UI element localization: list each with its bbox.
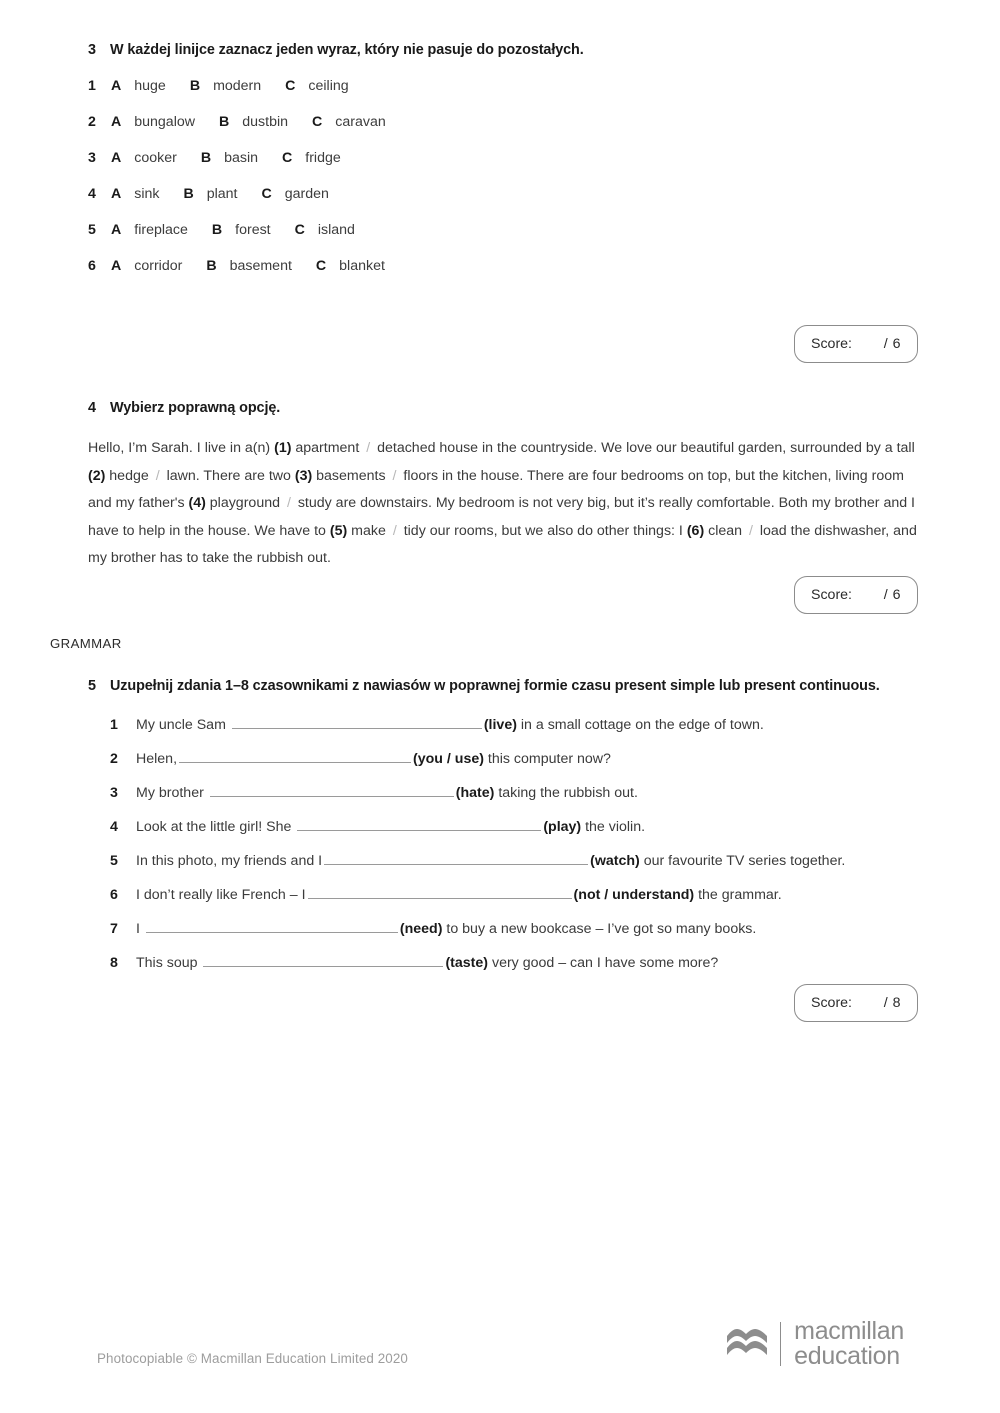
paragraph-text: basements (312, 467, 390, 484)
score-label: Score: (811, 336, 853, 352)
option-letter: A (111, 114, 122, 130)
question-number: 4 (110, 819, 118, 835)
exercise-4-paragraph (88, 435, 918, 573)
gap-fill-row (110, 850, 918, 884)
score-label: Score: (811, 587, 853, 603)
mcq-row (88, 222, 918, 238)
gap-fill-row (110, 816, 918, 850)
option-word: island (317, 222, 355, 238)
exercise-5-item-list (110, 714, 918, 986)
option-word: sink (134, 186, 160, 202)
option-separator: / (286, 495, 291, 511)
mcq-option[interactable] (312, 114, 386, 130)
score-value: / 6 (883, 587, 901, 603)
exercise-3 (88, 42, 918, 274)
exercise-5-heading (88, 678, 918, 694)
sentence-prefix: My uncle Sam (136, 717, 230, 733)
score-box[interactable] (794, 984, 918, 1022)
exercise-5-score-row (0, 984, 918, 1022)
option-letter: C (294, 222, 305, 238)
paragraph-text: detached house in the countryside. We love our beautiful garden, surrounded by a tall (373, 440, 915, 456)
mcq-option[interactable] (219, 114, 288, 130)
option-separator: / (366, 440, 371, 456)
answer-blank[interactable] (232, 714, 482, 729)
sentence-prefix: This soup (136, 955, 202, 971)
paragraph-text: Hello, I’m Sarah. I live in a(n) (88, 440, 275, 456)
mcq-row (88, 150, 918, 166)
question-number: 3 (88, 150, 96, 166)
option-separator: / (392, 522, 397, 539)
gap-fill-row (110, 782, 918, 816)
sentence-suffix: the violin. (581, 819, 646, 835)
mcq-option[interactable] (206, 258, 292, 274)
cloze-marker: (1) (274, 440, 292, 456)
question-number: 6 (110, 887, 118, 903)
gap-fill-row (110, 952, 918, 986)
mcq-option[interactable] (262, 186, 329, 202)
mcq-option[interactable] (111, 258, 182, 274)
logo-line-macmillan: macmillan (794, 1317, 904, 1345)
verb-cue: (hate) (455, 785, 495, 801)
exercise-4-title: Wybierz poprawną opcję. (110, 400, 281, 416)
question-number: 7 (110, 921, 118, 937)
sentence-suffix: this computer now? (483, 751, 611, 767)
option-letter: A (111, 186, 122, 202)
verb-cue: (watch) (590, 853, 640, 869)
mcq-option[interactable] (190, 78, 261, 94)
logo-divider (780, 1322, 782, 1366)
cloze-marker: (6) (686, 522, 705, 539)
mcq-option[interactable] (285, 78, 348, 94)
option-word: cooker (134, 150, 177, 166)
cloze-marker: (3) (294, 467, 313, 484)
exercise-3-title: W każdej linijce zaznacz jeden wyraz, który nie pasuje do pozostałych. (110, 42, 584, 58)
option-letter: A (111, 150, 122, 166)
option-word: caravan (335, 114, 386, 130)
sentence-prefix: Look at the little girl! She (136, 819, 296, 835)
option-word: basin (224, 150, 259, 166)
paragraph-text: load the dishwasher, and my brother has to take the rubbish out. (88, 522, 917, 566)
question-number: 4 (88, 186, 96, 202)
option-word: bungalow (134, 114, 195, 130)
question-number: 1 (110, 717, 118, 733)
option-word: corridor (134, 258, 183, 274)
paragraph-text: floors in the house. There are four bedrooms on top, but the kitchen, living room and my father's (88, 467, 904, 511)
gap-fill-row (110, 884, 918, 918)
option-letter: B (189, 78, 201, 94)
question-number: 1 (88, 78, 96, 94)
cloze-marker: (5) (329, 522, 348, 539)
question-number: 8 (110, 955, 118, 971)
answer-blank[interactable] (179, 748, 411, 763)
answer-blank[interactable] (203, 952, 443, 967)
mcq-option[interactable] (111, 114, 195, 130)
mcq-option[interactable] (111, 186, 159, 202)
cloze-marker: (4) (188, 495, 206, 511)
mcq-option[interactable] (111, 150, 177, 166)
sentence-prefix: My brother (136, 785, 208, 801)
option-letter: C (312, 114, 323, 130)
gap-fill-row (110, 748, 918, 782)
option-word: fireplace (134, 222, 188, 238)
score-box[interactable] (794, 576, 918, 614)
sentence-prefix: I don’t really like French – I (136, 887, 306, 903)
exercise-3-item-list (88, 78, 918, 274)
sentence-suffix: our favourite TV series together. (639, 853, 846, 869)
answer-blank[interactable] (308, 884, 572, 899)
answer-blank[interactable] (210, 782, 454, 797)
option-letter: A (111, 222, 122, 238)
option-letter: C (315, 258, 327, 274)
sentence-suffix: very good – can I have some more? (488, 955, 719, 971)
paragraph-text: lawn. There are two (162, 467, 295, 484)
question-number: 2 (110, 751, 118, 767)
mcq-row (88, 114, 918, 130)
mcq-option[interactable] (111, 78, 166, 94)
option-word: huge (134, 78, 166, 94)
paragraph-text: playground (205, 495, 284, 511)
verb-cue: (taste) (445, 955, 489, 971)
option-word: blanket (339, 258, 385, 274)
option-letter: B (211, 222, 223, 238)
mcq-row (88, 258, 918, 274)
macmillan-education-logo (725, 1319, 904, 1369)
gap-fill-row (110, 918, 918, 952)
macmillan-wave-mark-icon (725, 1324, 771, 1364)
option-letter: B (206, 258, 217, 274)
paragraph-text: study are downstairs. My bedroom is not very big, but it’s really comfortable. Both my brother and I have to help in the house. We have to (88, 495, 916, 539)
score-value: / 8 (883, 995, 901, 1011)
option-word: forest (235, 222, 271, 238)
logo-wordmark (794, 1319, 904, 1369)
option-separator: / (155, 467, 160, 484)
option-separator: / (748, 522, 753, 539)
paragraph-text: tidy our rooms, but we also do other things: I (399, 522, 687, 539)
copyright-text: Photocopiable © Macmillan Education Limited 2020 (97, 1351, 408, 1366)
sentence-prefix: I (136, 921, 144, 937)
mcq-option[interactable] (295, 222, 355, 238)
section-label-grammar: GRAMMAR (50, 636, 122, 651)
question-number: 5 (110, 853, 118, 869)
verb-cue: (play) (543, 819, 582, 835)
sentence-suffix: in a small cottage on the edge of town. (516, 717, 764, 733)
paragraph-text: make (347, 522, 390, 539)
option-word: dustbin (242, 114, 288, 130)
sentence-prefix: In this photo, my friends and I (136, 853, 323, 869)
sentence-suffix: taking the rubbish out. (494, 785, 638, 801)
option-word: fridge (305, 150, 341, 166)
option-letter: B (183, 186, 194, 202)
gap-fill-row (110, 714, 918, 748)
exercise-4-heading (88, 400, 918, 416)
option-letter: A (111, 258, 122, 274)
option-separator: / (392, 467, 397, 484)
exercise-3-heading (88, 42, 918, 58)
sentence-suffix: the grammar. (694, 887, 782, 903)
option-word: ceiling (308, 78, 349, 94)
mcq-option[interactable] (212, 222, 271, 238)
exercise-5-title: Uzupełnij zdania 1–8 czasownikami z nawiasów w poprawnej formie czasu present simple lub present continuous. (110, 678, 880, 694)
question-number: 3 (110, 785, 118, 801)
answer-blank[interactable] (146, 918, 398, 933)
mcq-row (88, 186, 918, 202)
option-letter: C (285, 78, 296, 94)
sentence-prefix: Helen, (136, 751, 178, 767)
exercise-5-number: 5 (88, 678, 96, 694)
option-letter: B (219, 114, 230, 130)
option-word: basement (229, 258, 292, 274)
option-word: modern (213, 78, 262, 94)
answer-blank[interactable] (324, 850, 588, 865)
verb-cue: (not / understand) (573, 887, 695, 903)
mcq-option[interactable] (282, 150, 341, 166)
mcq-option[interactable] (183, 186, 237, 202)
paragraph-text: hedge (105, 467, 153, 484)
sentence-suffix: to buy a new bookcase – I’ve got so many books. (442, 921, 757, 937)
option-letter: A (111, 78, 122, 94)
exercise-5 (88, 678, 918, 986)
mcq-option[interactable] (201, 150, 258, 166)
mcq-option[interactable] (316, 258, 385, 274)
exercise-4-score-row (0, 576, 918, 614)
exercise-4 (88, 400, 918, 573)
page-footer (0, 1293, 1000, 1413)
score-label: Score: (811, 995, 853, 1011)
verb-cue: (need) (399, 921, 443, 937)
option-letter: B (200, 150, 212, 166)
mcq-row (88, 78, 918, 94)
exercise-4-number: 4 (88, 400, 96, 416)
score-value: / 6 (883, 336, 901, 352)
verb-cue: (you / use) (413, 751, 484, 767)
logo-line-education: education (794, 1342, 900, 1370)
option-letter: C (261, 186, 272, 202)
paragraph-text: clean (704, 522, 746, 539)
option-word: garden (284, 186, 329, 202)
exercise-3-score-row (0, 325, 918, 363)
answer-blank[interactable] (297, 816, 541, 831)
paragraph-text: apartment (291, 440, 364, 456)
verb-cue: (live) (483, 717, 517, 733)
score-box[interactable] (794, 325, 918, 363)
question-number: 6 (88, 258, 96, 274)
question-number: 2 (88, 114, 96, 130)
question-number: 5 (88, 222, 96, 238)
mcq-option[interactable] (111, 222, 188, 238)
cloze-marker: (2) (88, 467, 106, 484)
option-letter: C (282, 150, 293, 166)
option-word: plant (206, 186, 238, 202)
exercise-3-number: 3 (88, 42, 96, 58)
